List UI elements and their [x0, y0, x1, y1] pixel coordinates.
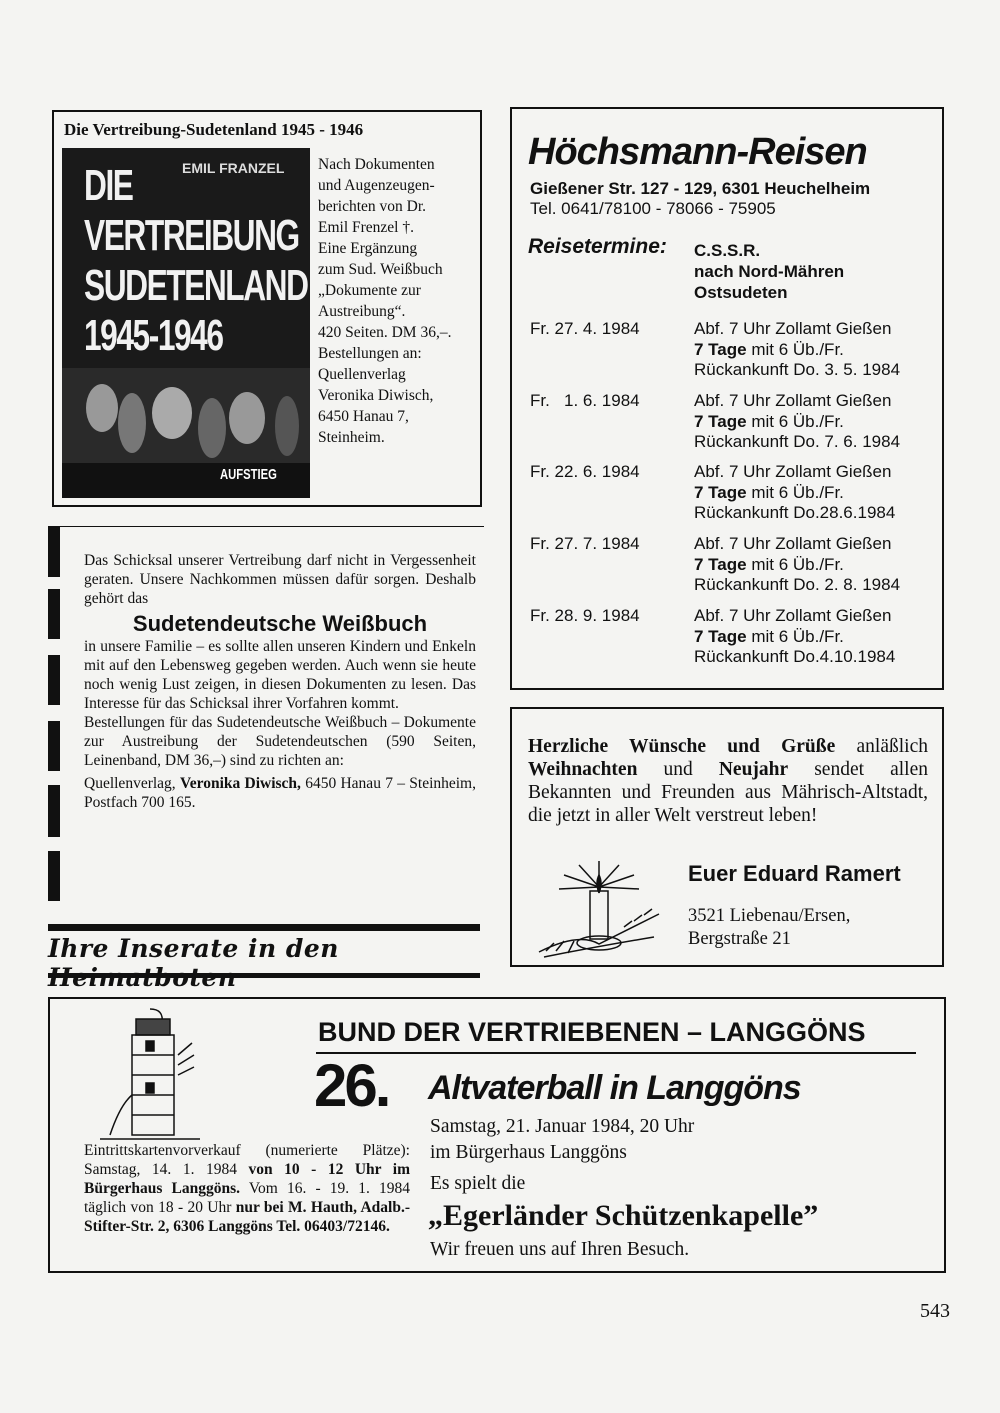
- book-ad: [52, 110, 482, 507]
- ball-date-line: Samstag, 21. Januar 1984, 20 Uhr: [430, 1116, 695, 1137]
- travel-company: Höchsmann-Reisen: [528, 131, 867, 173]
- trip-depart: Abf. 7 Uhr Zollamt Gießen: [694, 534, 892, 553]
- candle-icon: [534, 857, 664, 963]
- text-line: Veronika Diwisch,: [318, 387, 434, 404]
- tickets-text: Vom 16. - 19. 1. 1984 täglich von 18 - 20 Uhr: [84, 1180, 410, 1216]
- side-bar: [48, 721, 60, 771]
- tickets-text: Eintrittskartenvorverkauf (numerierte Plätze): Samstag, 14. 1. 1984: [84, 1142, 410, 1178]
- text-line: Steinheim.: [318, 429, 385, 446]
- trip-depart: Abf. 7 Uhr Zollamt Gießen: [694, 319, 892, 338]
- text-line: Emil Frenzel †.: [318, 219, 414, 236]
- inserate-banner: Ihre Inserate in den: [48, 934, 339, 963]
- tickets-bold: nur bei M. Hauth, Adalb.-Stifter-Str. 2, 6306 Langgöns Tel. 06403/72146.: [84, 1199, 410, 1235]
- trip-days: 7 Tage: [694, 554, 747, 574]
- greeting-address: [688, 905, 850, 951]
- greeting-bold: Herzliche Wünsche und Grüße: [528, 736, 836, 757]
- trip-info: [694, 534, 900, 596]
- trip-board: [694, 483, 895, 504]
- trip-board-text: mit 6 Üb./Fr.: [746, 482, 844, 502]
- trip-board-text: mit 6 Üb./Fr.: [746, 554, 844, 574]
- cover-publisher: AUFSTIEG: [220, 466, 277, 483]
- banner-rule-bottom: [48, 973, 480, 978]
- ball-band: „Egerländer Schützenkapelle”: [428, 1199, 819, 1232]
- tower-icon: [90, 1005, 200, 1143]
- trip-days: 7 Tage: [694, 626, 747, 646]
- address-line: 3521 Liebenau/Ersen,: [688, 906, 851, 926]
- address-bold: Veronika Diwisch,: [179, 775, 301, 792]
- tickets-bold: von 10 - 12 Uhr im Bürgerhaus Langgöns.: [84, 1161, 410, 1197]
- side-bar: [48, 527, 60, 577]
- weissbuch-address: [84, 774, 476, 812]
- trip-date: Fr. 28. 9. 1984: [530, 606, 640, 625]
- travel-destination: [694, 240, 844, 303]
- text-line: 420 Seiten. DM 36,–.: [318, 324, 452, 341]
- trip-date: Fr. 1. 6. 1984: [530, 391, 640, 410]
- cover-line: SUDETENLAND: [84, 261, 308, 310]
- book-ad-title: Die Vertreibung-Sudetenland 1945 - 1946: [64, 120, 364, 139]
- ball-number: 26.: [314, 1052, 389, 1119]
- trip-info: [694, 319, 900, 381]
- text-line: 6450 Hanau 7,: [318, 408, 409, 425]
- greeting-bold: Neujahr: [718, 759, 789, 780]
- text-line: Eine Ergänzung: [318, 240, 418, 257]
- ball-tickets: [84, 1141, 410, 1236]
- text-line: „Dokumente zur: [318, 282, 421, 299]
- destination-line: Ostsudeten: [694, 283, 788, 302]
- address-pre: Quellenverlag,: [84, 775, 180, 792]
- weissbuch-headline: Sudetendeutsche Weißbuch: [132, 611, 428, 636]
- weissbuch-text: [84, 551, 476, 812]
- book-description: [318, 154, 478, 448]
- ball-date: [430, 1114, 694, 1166]
- ball-header: BUND DER VERTRIEBENEN – LANGGÖNS: [318, 1017, 866, 1047]
- ball-ad: [48, 997, 946, 1273]
- trip-return: Rückankunft Do. 2. 8. 1984: [694, 575, 901, 594]
- cover-author: EMIL FRANZEL: [182, 160, 285, 176]
- trip-return: Rückankunft Do.4.10.1984: [694, 647, 896, 666]
- weissbuch-ad: [48, 526, 484, 901]
- trip-board-text: mit 6 Üb./Fr.: [746, 411, 844, 431]
- trip-date: Fr. 27. 4. 1984: [530, 319, 640, 338]
- travel-phone: Tel. 0641/78100 - 78066 - 75905: [530, 199, 776, 218]
- trip-board: [694, 555, 900, 576]
- weissbuch-order: Bestellungen für das Sudetendeutsche Weißbuch – Dokumente zur Austreibung der Sudetendeutschen (590 Seiten, Leinenband, DM 36,–) sind zu richten an:: [84, 714, 476, 769]
- ball-welcome: Wir freuen uns auf Ihren Besuch.: [430, 1239, 690, 1260]
- reisetermine-label: Reisetermine:: [528, 235, 667, 258]
- address-post: 6450 Hanau 7 – Steinheim, Postfach 700 165.: [84, 775, 476, 811]
- travel-ad: [510, 107, 944, 690]
- trip-return: Rückankunft Do. 7. 6. 1984: [694, 432, 901, 451]
- trip-board-text: mit 6 Üb./Fr.: [746, 626, 844, 646]
- weissbuch-body: in unsere Familie – es sollte allen unseren Kindern und Enkeln mit auf den Lebensweg gegeben werden. Auch wenn sie heute noch wenig Lust zeigen, in diesen Dokumenten zu lesen. Das Interesse für das Schicksal ihrer Vorfahren kommt.: [84, 638, 476, 712]
- trip-board: [694, 340, 900, 361]
- trip-return: Rückankunft Do.28.6.1984: [694, 503, 896, 522]
- side-bar: [48, 655, 60, 705]
- side-bar: [48, 851, 60, 901]
- greeting-text: [528, 735, 928, 827]
- trip-board-text: mit 6 Üb./Fr.: [746, 339, 844, 359]
- text-line: berichten von Dr.: [318, 198, 427, 215]
- side-bar: [48, 589, 60, 639]
- trip-info: [694, 462, 895, 524]
- trip-date: Fr. 22. 6. 1984: [530, 462, 640, 481]
- text-line: Nach Dokumenten: [318, 156, 435, 173]
- greeting-plain: sendet allen Bekannten und Freunden aus Mährisch-Altstadt, die jetzt in aller Welt verstreut leben!: [528, 759, 929, 826]
- trip-return: Rückankunft Do. 3. 5. 1984: [694, 360, 901, 379]
- cover-line: 1945-1946: [84, 311, 223, 360]
- greeting-signature: Euer Eduard Ramert: [688, 861, 901, 886]
- travel-address: Gießener Str. 127 - 129, 6301 Heuchelheim: [530, 179, 871, 198]
- destination-line: C.S.S.R.: [694, 241, 761, 260]
- trip-board: [694, 627, 895, 648]
- trip-info: [694, 391, 900, 453]
- text-line: Quellenverlag: [318, 366, 406, 383]
- greeting-bold: Weihnachten: [528, 759, 638, 780]
- trip-depart: Abf. 7 Uhr Zollamt Gießen: [694, 391, 892, 410]
- text-line: Bestellungen an:: [318, 345, 422, 362]
- cover-line: DIE: [84, 161, 133, 210]
- trip-days: 7 Tage: [694, 411, 747, 431]
- banner-rule-top: [48, 924, 480, 931]
- text-line: und Augenzeugen-: [318, 177, 435, 194]
- trip-depart: Abf. 7 Uhr Zollamt Gießen: [694, 606, 892, 625]
- text-line: zum Sud. Weißbuch: [318, 261, 443, 278]
- trip-date: Fr. 27. 7. 1984: [530, 534, 640, 553]
- greeting-plain: und: [637, 759, 719, 780]
- greeting-plain: anläßlich: [835, 736, 928, 757]
- trip-days: 7 Tage: [694, 339, 747, 359]
- weissbuch-intro: Das Schicksal unserer Vertreibung darf nicht in Vergessenheit geraten. Unsere Nachkommen müssen dafür sorgen. Deshalb gehört das: [84, 552, 476, 607]
- ball-rule: [316, 1052, 916, 1054]
- trip-info: [694, 606, 895, 668]
- side-bar: [48, 785, 60, 837]
- ball-title: Altvaterball in Langgöns: [428, 1069, 801, 1107]
- ball-plays: Es spielt die: [430, 1173, 526, 1194]
- text-line: Austreibung“.: [318, 303, 406, 320]
- greeting-ad: [510, 707, 944, 967]
- address-line: Bergstraße 21: [688, 929, 791, 949]
- trip-days: 7 Tage: [694, 482, 747, 502]
- book-cover-image: [62, 148, 310, 498]
- cover-line: VERTREIBUNG: [84, 211, 299, 260]
- ball-venue-line: im Bürgerhaus Langgöns: [430, 1142, 627, 1163]
- page-number: 543: [920, 1300, 950, 1322]
- trip-board: [694, 412, 900, 433]
- destination-line: nach Nord-Mähren: [694, 262, 845, 281]
- trip-depart: Abf. 7 Uhr Zollamt Gießen: [694, 462, 892, 481]
